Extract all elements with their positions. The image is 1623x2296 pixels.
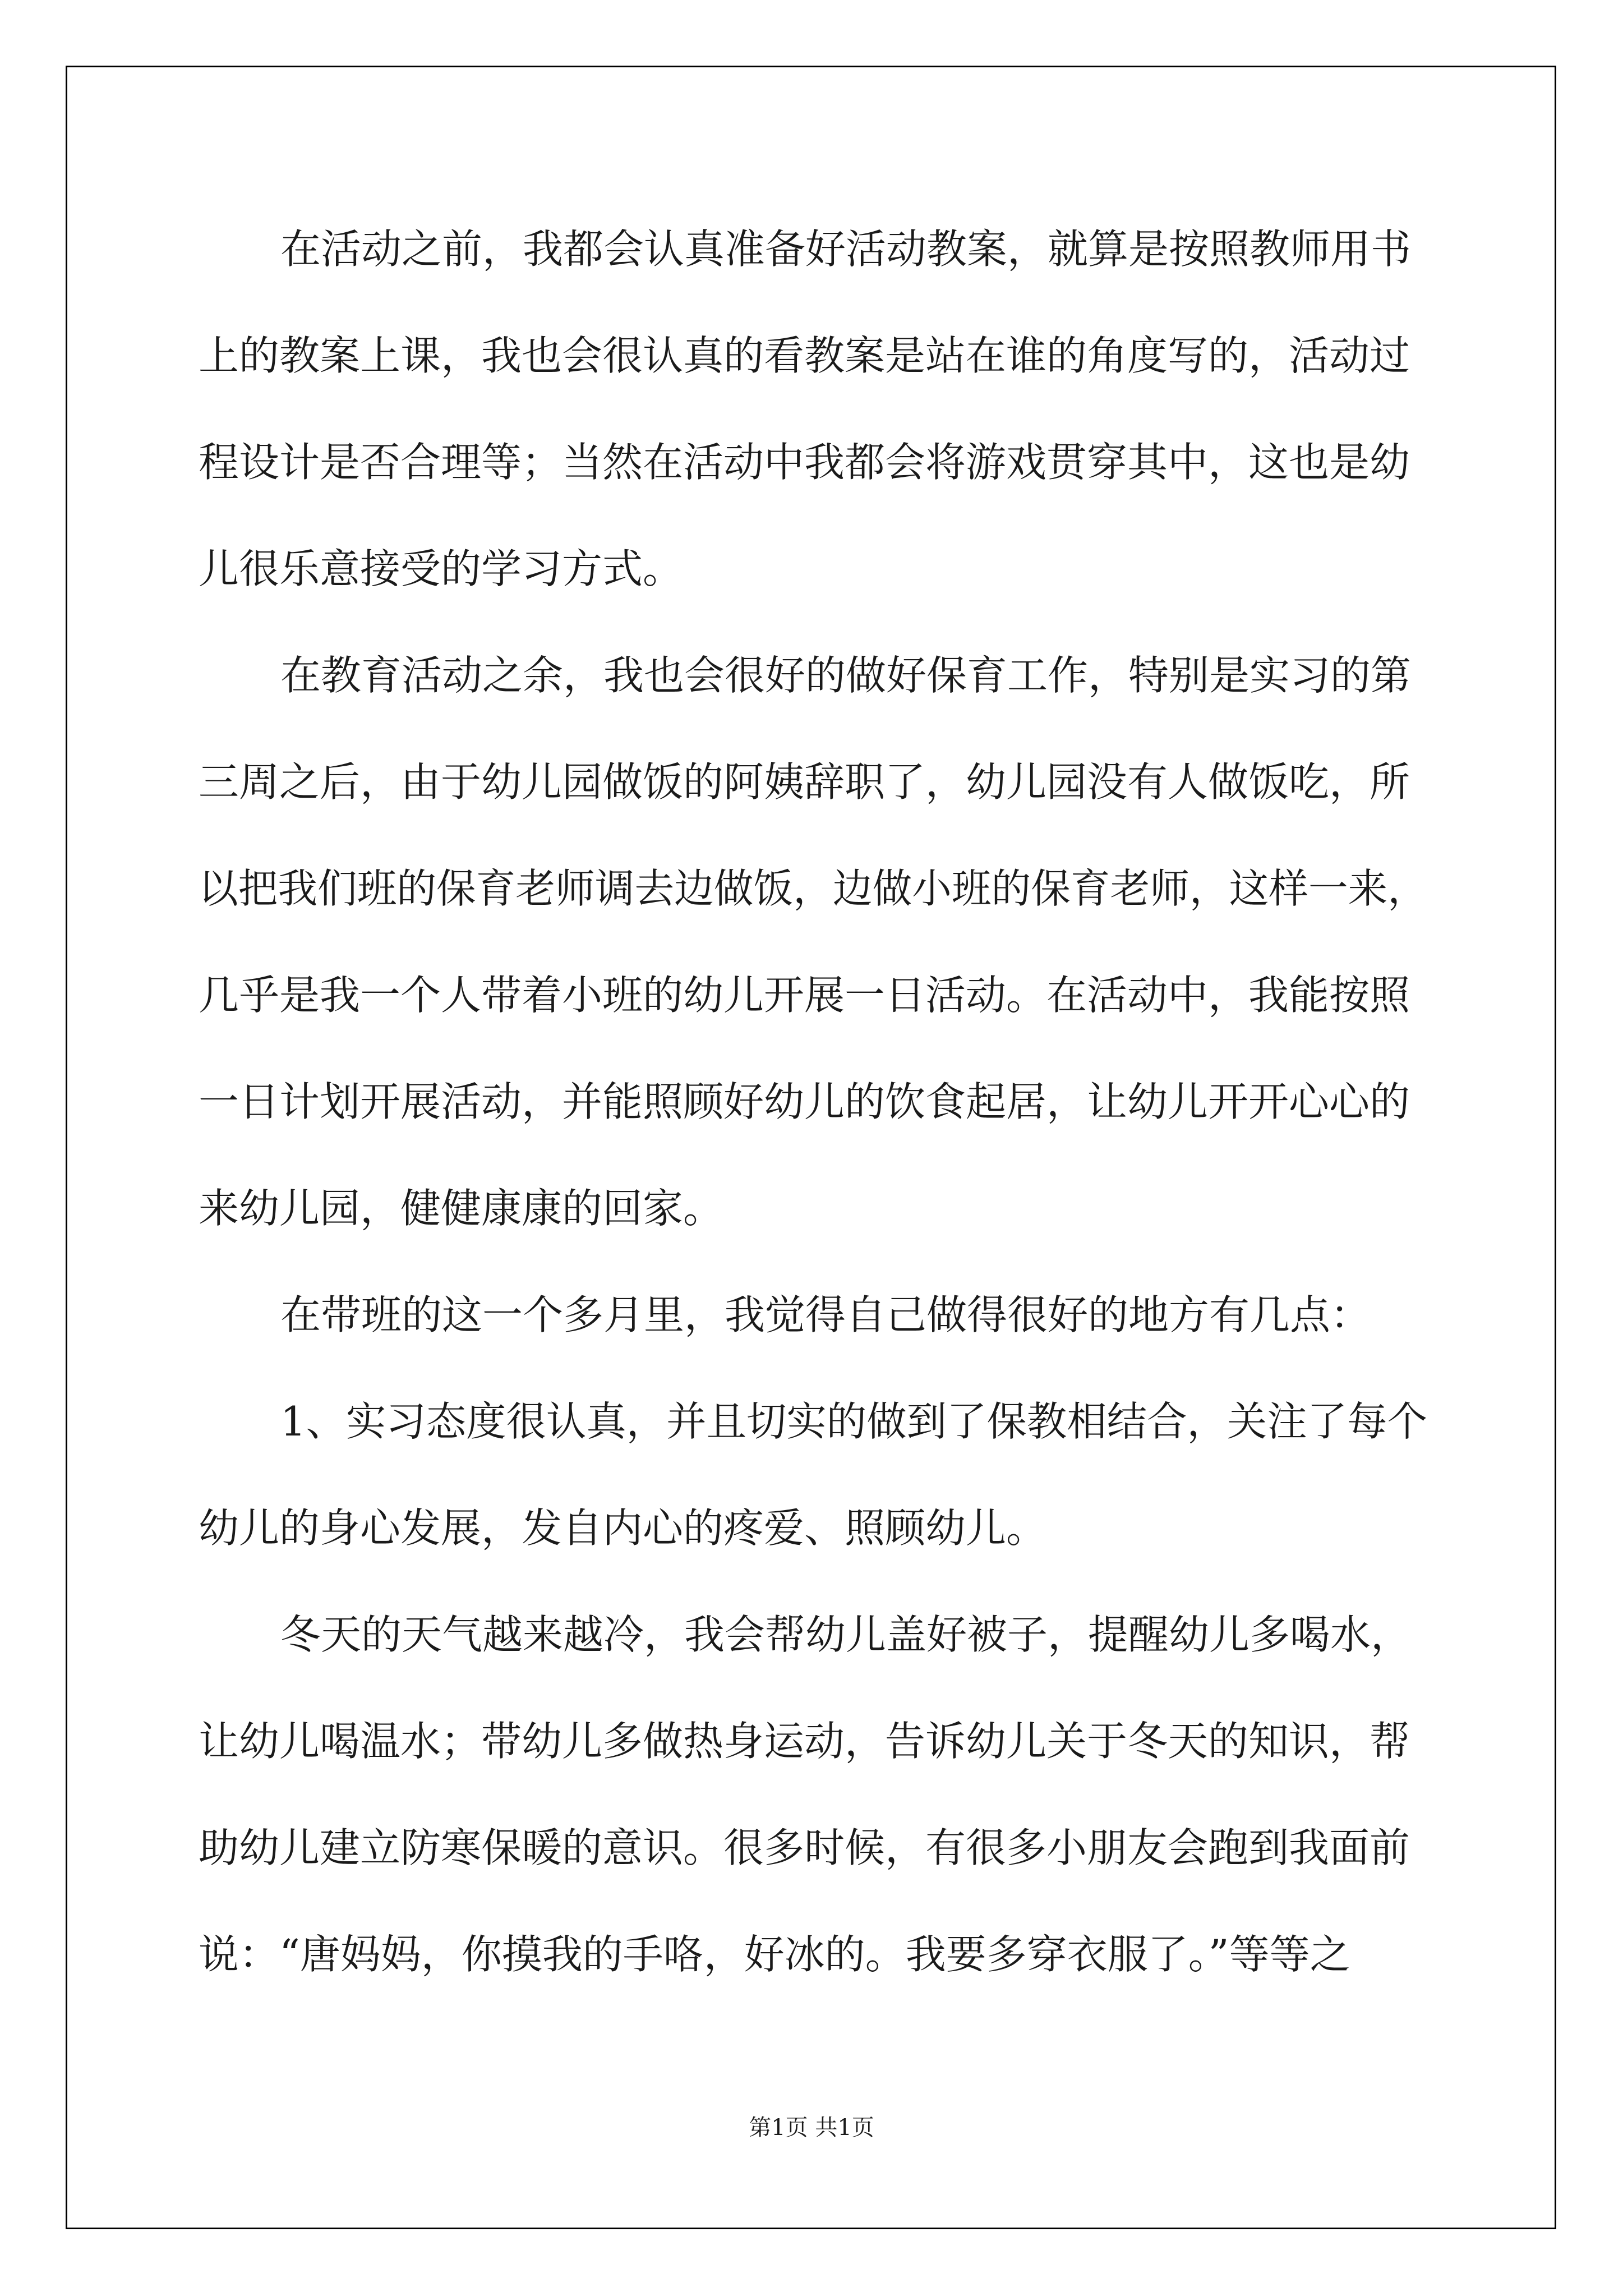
page-footer: 第1页 共1页 xyxy=(749,2115,874,2141)
page-border xyxy=(66,66,1556,2229)
